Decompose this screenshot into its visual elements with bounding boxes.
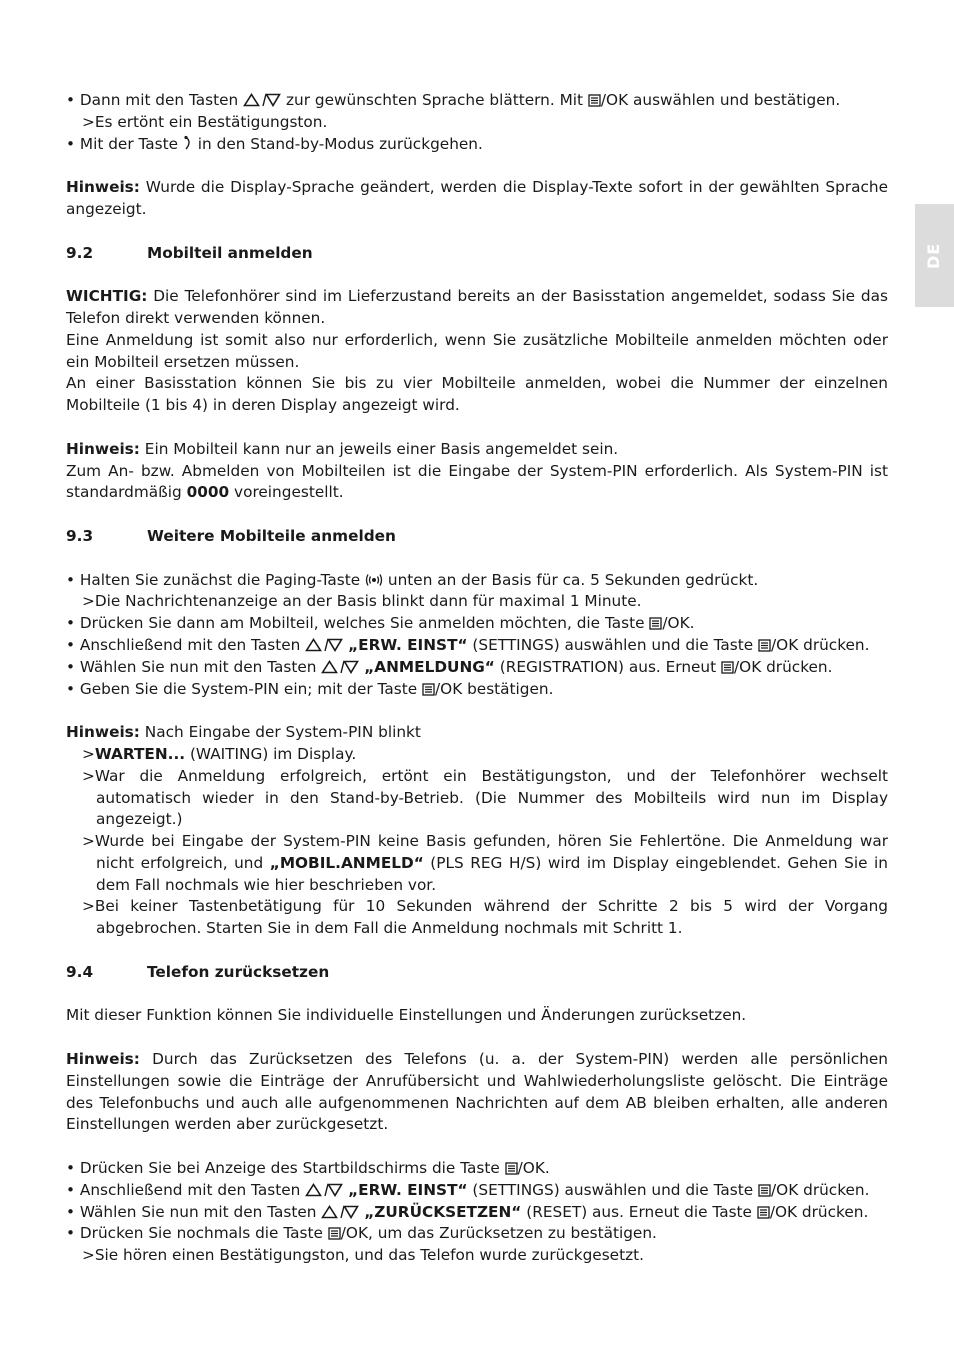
list-sub-item: >Sie hören einen Bestätigungston, und das Telefon wurde zurückgesetzt. bbox=[82, 1246, 644, 1265]
up-down-keys-icon bbox=[243, 93, 281, 107]
paragraph: Mit dieser Funktion können Sie individuelle Einstellungen und Änderungen zurücksetzen. bbox=[66, 1006, 747, 1025]
paragraph: An einer Basisstation können Sie bis zu vier Mobilteile anmelden, wobei die Nummer der einzelnen Mobilteile (1 bis 4) in deren Display angezeigt wird. bbox=[66, 374, 888, 415]
end-call-key-icon bbox=[183, 135, 193, 151]
menu-key-icon bbox=[328, 1227, 341, 1240]
up-down-keys-icon bbox=[305, 1183, 343, 1197]
list-item: • Anschließend mit den Tasten „ERW. EINST“ (SETTINGS) auswählen und die Taste /OK drücken. bbox=[66, 635, 870, 654]
list-sub-item: >War die Anmeldung erfolgreich, ertönt ein Bestätigungston, und der Telefonhörer wechselt automatisch wieder in den Stand-by-Betrieb. (Die Nummer des Mobilteils wird nun im Display angezeigt.) bbox=[82, 766, 888, 829]
paragraph: Zum An- bzw. Abmelden von Mobilteilen ist die Eingabe der System-PIN erforderlich. Als System-PIN ist standardmäßig 0000 voreingestellt. bbox=[66, 461, 888, 502]
manual-page bbox=[66, 90, 888, 1267]
list-item: • Drücken Sie bei Anzeige des Startbildschirms die Taste /OK. bbox=[66, 1159, 550, 1178]
note: Hinweis: Ein Mobilteil kann nur an jeweils einer Basis angemeldet sein. bbox=[66, 439, 619, 458]
list-item: • Wählen Sie nun mit den Tasten „ZURÜCKSETZEN“ (RESET) aus. Erneut die Taste /OK drücken. bbox=[66, 1202, 869, 1221]
list-item: • Dann mit den Tasten zur gewünschten Sprache blättern. Mit /OK auswählen und bestätigen. bbox=[66, 91, 841, 109]
menu-key-icon bbox=[422, 683, 435, 696]
section-heading-9-2: 9.2 Mobilteil anmelden bbox=[66, 243, 313, 262]
note: Hinweis: Nach Eingabe der System-PIN blinkt bbox=[66, 723, 421, 742]
important-note: WICHTIG: Die Telefonhörer sind im Lieferzustand bereits an der Basisstation angemeldet, sodass Sie das Telefon direkt verwenden können. bbox=[66, 287, 888, 327]
list-item: • Mit der Taste in den Stand-by-Modus zurückgehen. bbox=[66, 134, 483, 153]
paragraph: Eine Anmeldung ist somit also nur erforderlich, wenn Sie zusätzliche Mobilteile anmelden möchten oder ein Mobilteil ersetzen müssen. bbox=[66, 330, 888, 371]
list-item: • Drücken Sie dann am Mobilteil, welches Sie anmelden möchten, die Taste /OK. bbox=[66, 614, 695, 633]
section-heading-9-4: 9.4 Telefon zurücksetzen bbox=[66, 962, 330, 981]
list-sub-item: >Wurde bei Eingabe der System-PIN keine Basis gefunden, hören Sie Fehlertöne. Die Anmeldung war nicht erfolgreich, und „MOBIL.ANMELD“ (PLS REG H/S) wird im Display eingeblendet. Gehen Sie in dem Fall nochmals wie hier beschrieben vor. bbox=[82, 832, 888, 894]
menu-key-icon bbox=[505, 1162, 518, 1175]
paging-key-icon bbox=[365, 573, 383, 587]
list-item: • Drücken Sie nochmals die Taste /OK, um das Zurücksetzen zu bestätigen. bbox=[66, 1224, 657, 1243]
list-item: • Geben Sie die System-PIN ein; mit der Taste /OK bestätigen. bbox=[66, 679, 554, 698]
up-down-keys-icon bbox=[321, 660, 359, 674]
list-item: • Anschließend mit den Tasten „ERW. EINST“ (SETTINGS) auswählen und die Taste /OK drücken. bbox=[66, 1180, 870, 1199]
menu-key-icon bbox=[758, 1184, 771, 1197]
language-tab-label: DE bbox=[924, 242, 944, 269]
list-item: • Wählen Sie nun mit den Tasten „ANMELDUNG“ (REGISTRATION) aus. Erneut /OK drücken. bbox=[66, 657, 833, 676]
section-heading-9-3: 9.3 Weitere Mobilteile anmelden bbox=[66, 526, 396, 545]
list-sub-item: >Bei keiner Tastenbetätigung für 10 Sekunden während der Schritte 2 bis 5 wird der Vorgang abgebrochen. Starten Sie in dem Fall die Anmeldung nochmals mit Schritt 1. bbox=[82, 897, 888, 938]
note: Hinweis: Wurde die Display-Sprache geändert, werden die Display-Texte sofort in der gewählten Sprache angezeigt. bbox=[66, 178, 888, 218]
list-sub-item: >WARTEN... (WAITING) im Display. bbox=[82, 744, 357, 763]
menu-key-icon bbox=[721, 661, 734, 674]
list-sub-item: >Die Nachrichtenanzeige an der Basis blinkt dann für maximal 1 Minute. bbox=[82, 592, 642, 611]
menu-key-icon bbox=[758, 639, 771, 652]
menu-key-icon bbox=[649, 617, 662, 630]
up-down-keys-icon bbox=[321, 1205, 359, 1219]
list-sub-item: >Es ertönt ein Bestätigungston. bbox=[82, 112, 328, 131]
menu-key-icon bbox=[588, 94, 601, 107]
menu-key-icon bbox=[757, 1206, 770, 1219]
up-down-keys-icon bbox=[305, 638, 343, 652]
language-tab bbox=[915, 204, 954, 307]
note: Hinweis: Durch das Zurücksetzen des Telefons (u. a. der System-PIN) werden alle persönlichen Einstellungen sowie die Einträge der Anrufübersicht und Wahlwiederholungsliste gelöscht. Die Einträge des Telefonbuchs und auch alle aufgenommenen Nachrichten auf dem AB bleiben erhalten, alle anderen Einstellungen werden aber zurückgesetzt. bbox=[66, 1050, 888, 1134]
list-item: • Halten Sie zunächst die Paging-Taste unten an der Basis für ca. 5 Sekunden gedrückt. bbox=[66, 570, 759, 589]
